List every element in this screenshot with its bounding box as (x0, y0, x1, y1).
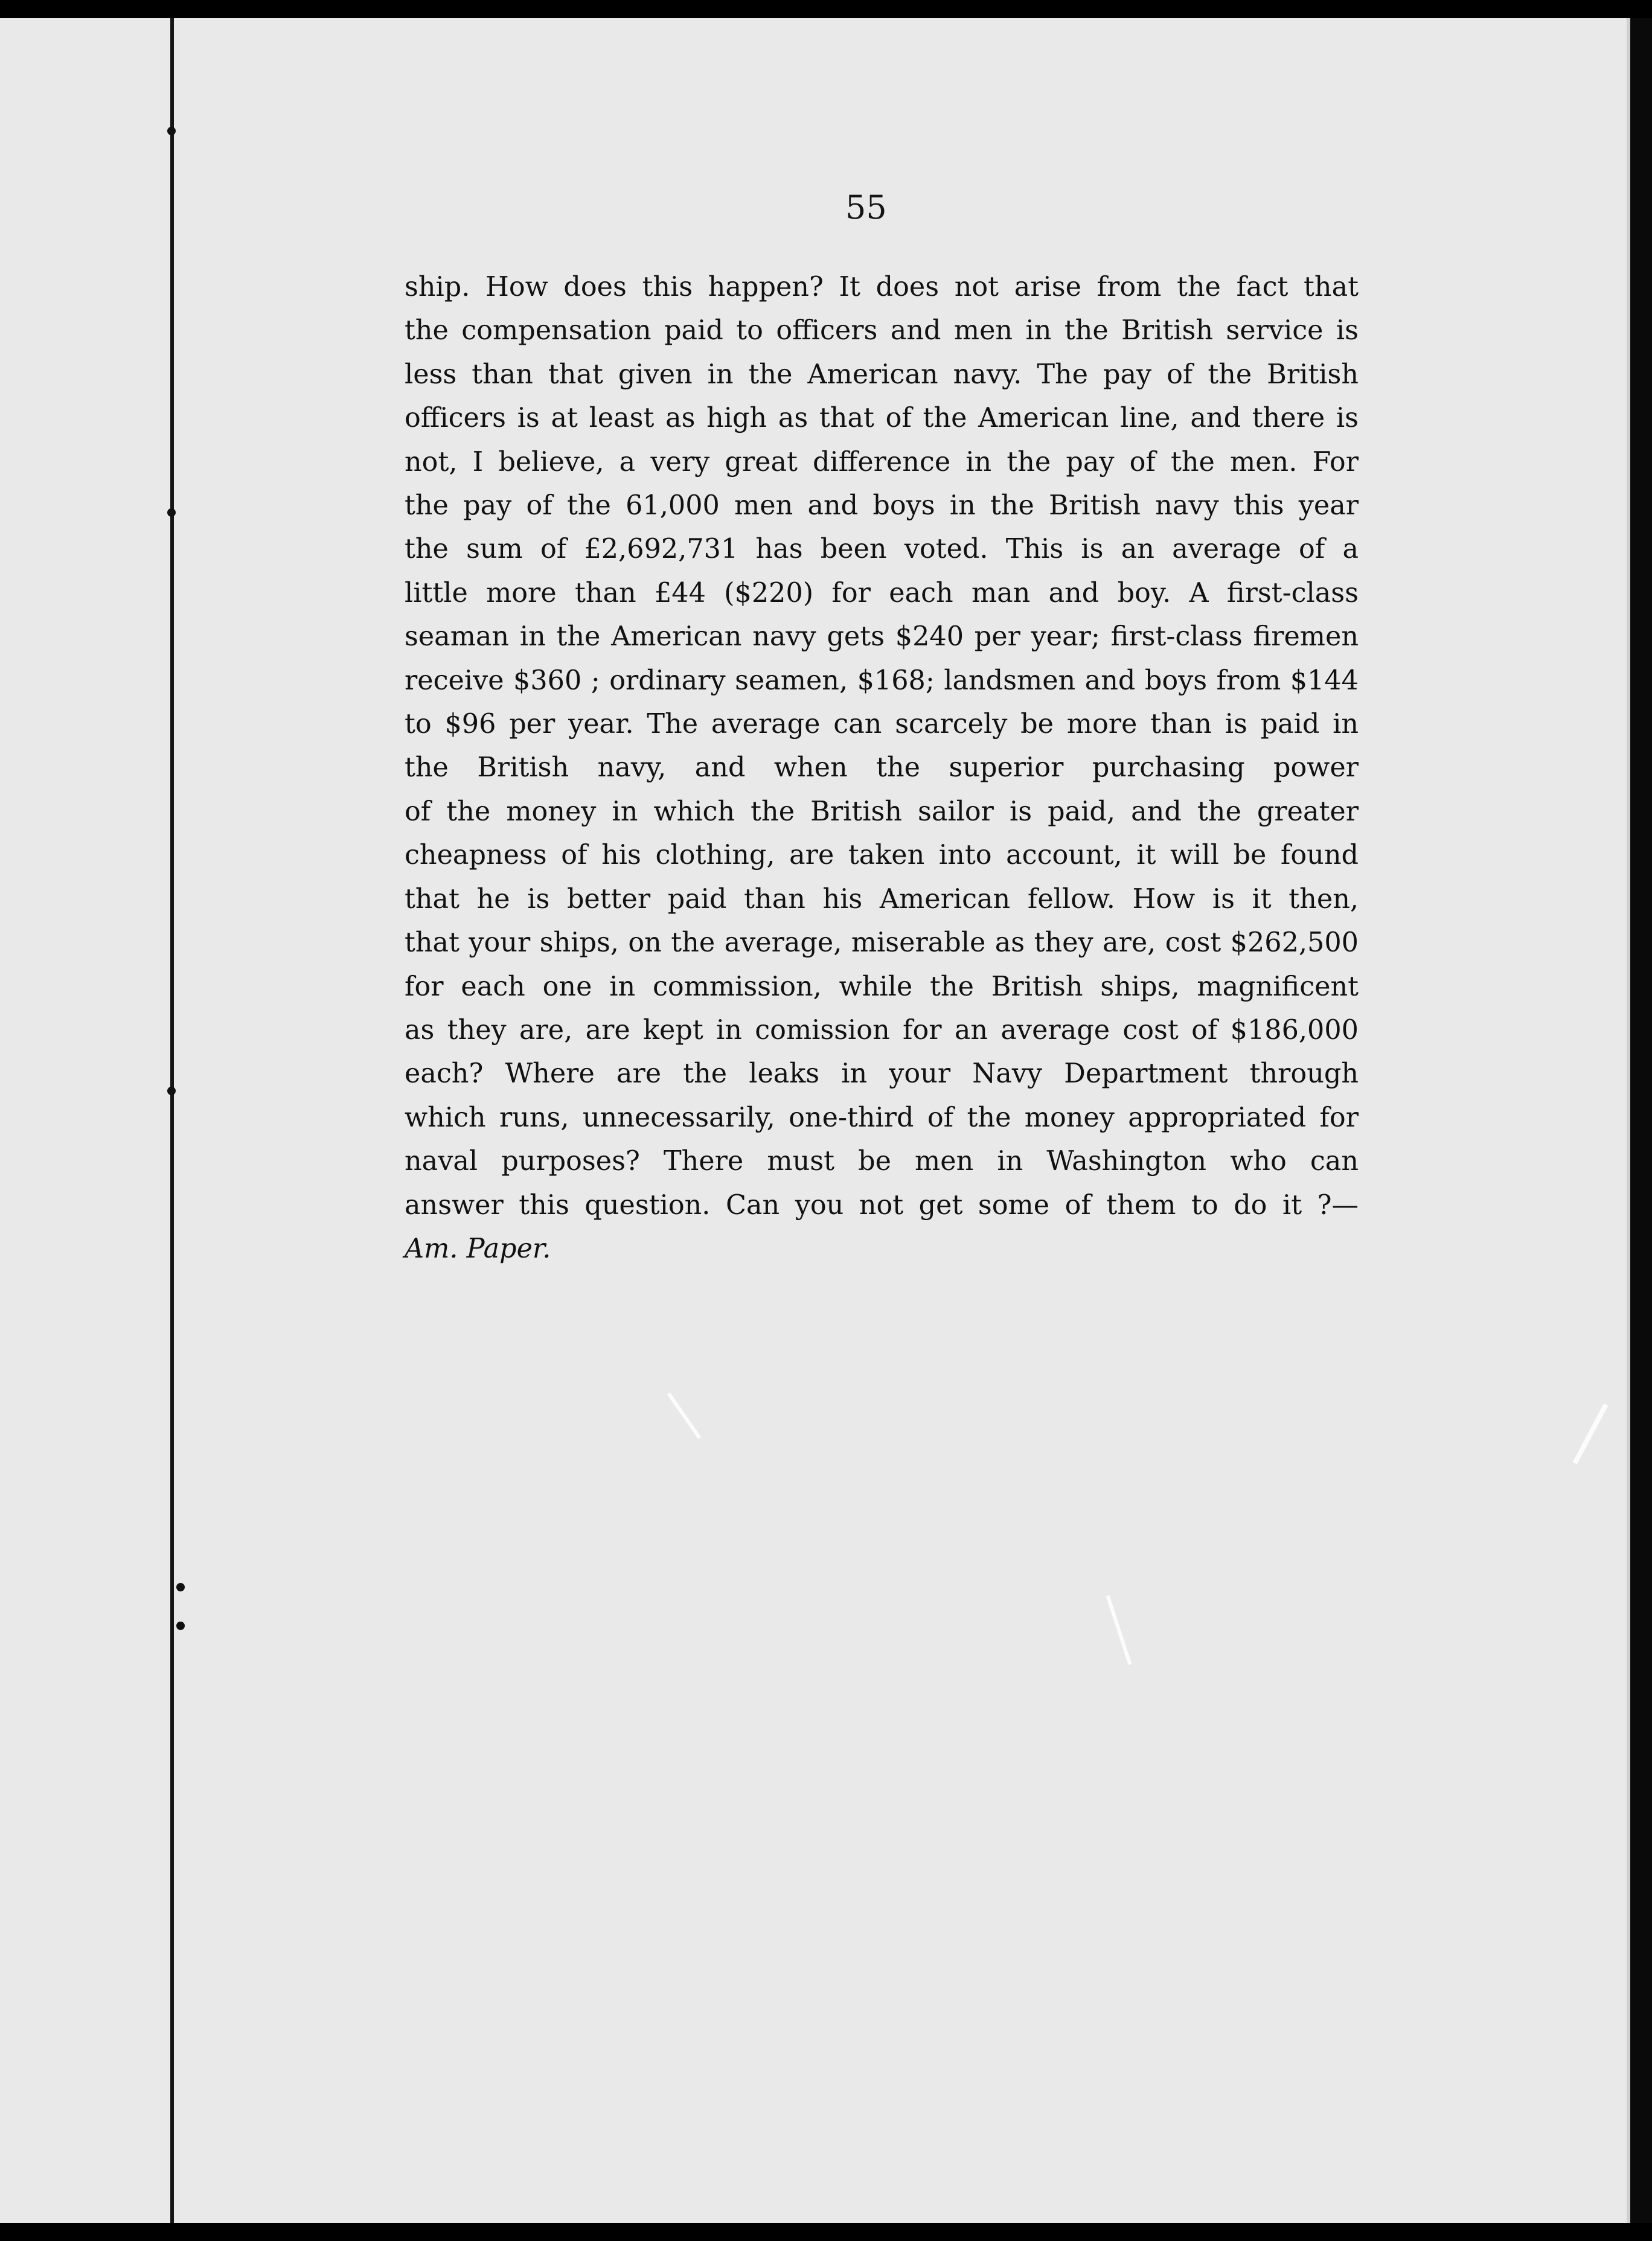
page-number: 55 (845, 188, 887, 226)
text-line: the compensation paid to officers and men in the British service is (405, 315, 1359, 347)
fold-mark (167, 127, 176, 135)
text-line: the British navy, and when the superior purchasing power (405, 752, 1359, 784)
text-line: the pay of the 61,000 men and boys in the British navy this year (405, 490, 1359, 522)
fold-mark (167, 1087, 176, 1095)
text-line: as they are, are kept in comission for an average cost of $186,000 (405, 1014, 1359, 1046)
text-line: of the money in which the British sailor is paid, and the greater (405, 796, 1359, 827)
text-line: for each one in commission, while the British ships, magnificent (405, 971, 1359, 1002)
text-line: ship. How does this happen? It does not arise from the fact that (405, 272, 1359, 302)
text-line: which runs, unnecessarily, one-third of the money appropriated for (405, 1102, 1359, 1133)
text-line: less than that given in the American navy. The pay of the British (405, 359, 1359, 390)
source-attribution: Am. Paper. (405, 1233, 551, 1264)
fold-mark (167, 508, 176, 517)
body-text (405, 266, 1359, 1271)
text-line: officers is at least as high as that of the American line, and there is (405, 403, 1359, 434)
text-line: naval purposes? There must be men in Washington who can (405, 1146, 1359, 1177)
text-line: little more than £44 ($220) for each man and boy. A first-class (405, 577, 1359, 609)
text-line: each? Where are the leaks in your Navy Department through (405, 1058, 1359, 1090)
text-line: cheapness of his clothing, are taken into account, it will be found (405, 840, 1359, 871)
text-line: not, I believe, a very great difference in the pay of the men. For (405, 446, 1359, 478)
text-line: that he is better paid than his American fellow. How is it then, (405, 883, 1359, 915)
text-line: the sum of £2,692,731 has been voted. This is an average of a (405, 534, 1359, 565)
text-line: seaman in the American navy gets $240 per year; first-class firemen (405, 621, 1359, 653)
binding-fold-line (170, 18, 174, 2223)
page-edge-shadow (1630, 18, 1652, 2223)
fold-mark (176, 1583, 185, 1591)
text-line: receive $360 ; ordinary seamen, $168; landsmen and boys from $144 (405, 665, 1359, 696)
text-line: to $96 per year. The average can scarcely be more than is paid in (405, 709, 1359, 740)
fold-mark (176, 1622, 185, 1630)
text-line: answer this question. Can you not get some of them to do it ?— (405, 1189, 1359, 1221)
text-line: that your ships, on the average, miserable as they are, cost $262,500 (405, 927, 1359, 959)
